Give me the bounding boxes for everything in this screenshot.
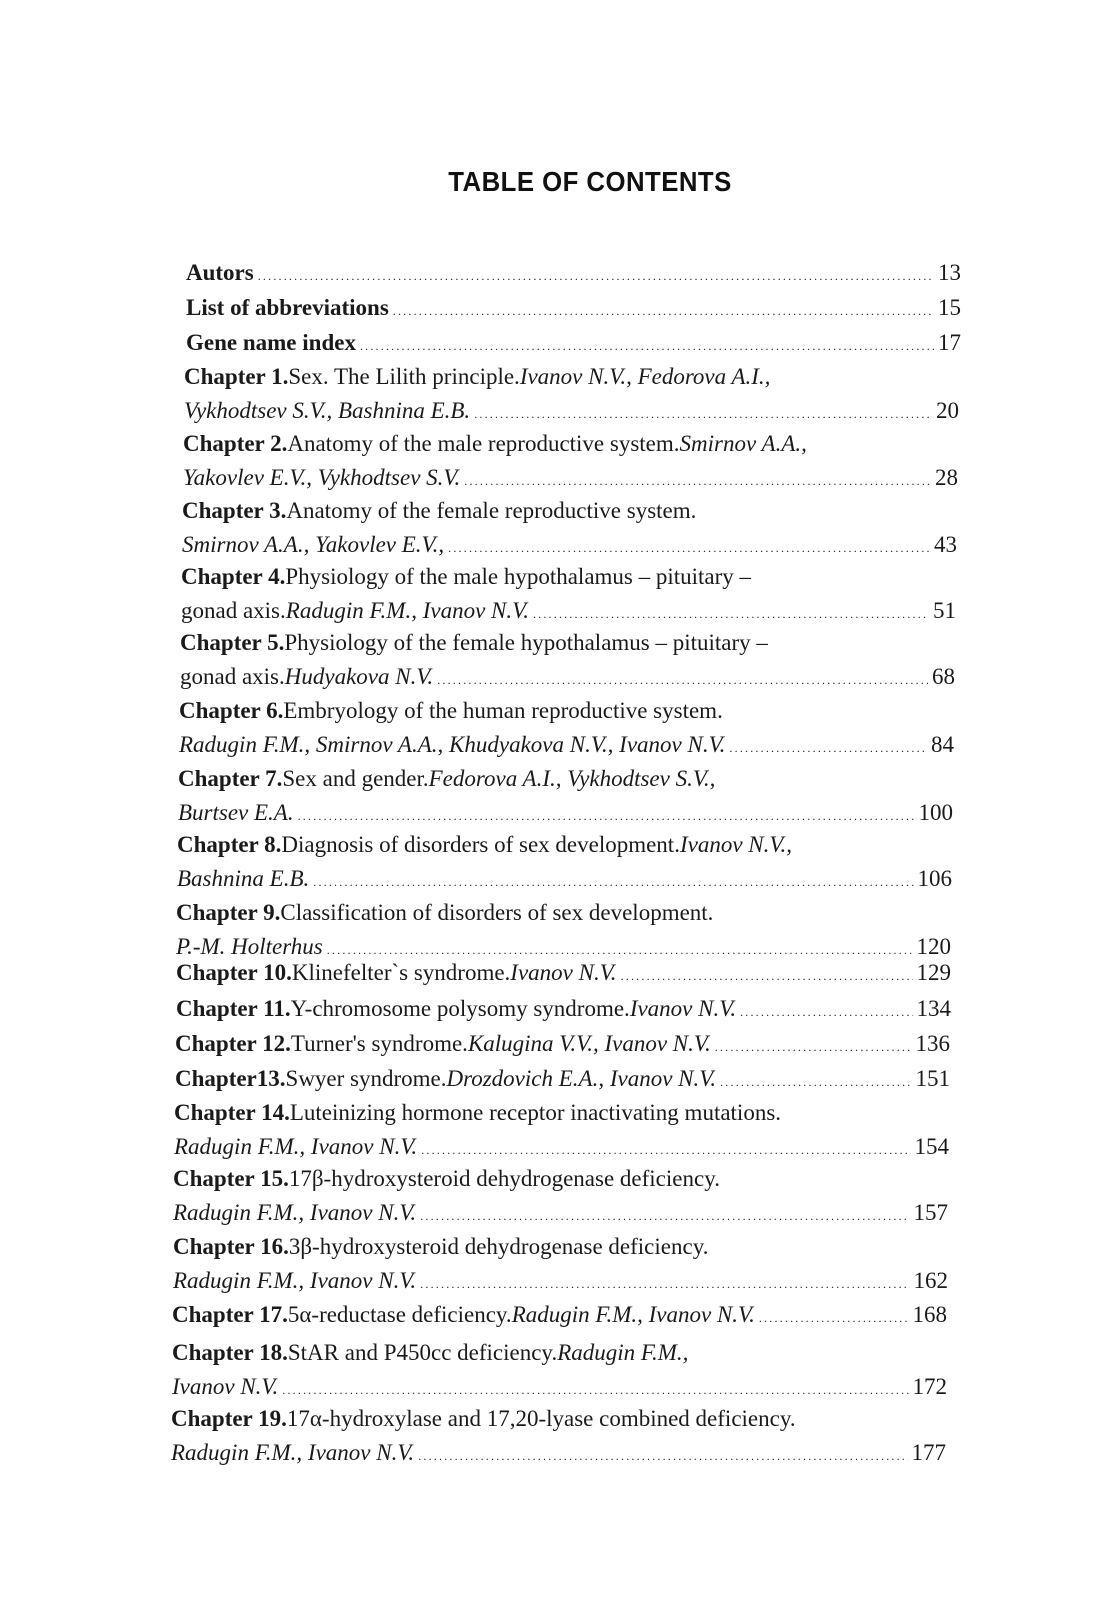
- chapter-number: Chapter 11.: [176, 996, 291, 1021]
- page-number: 28: [935, 465, 958, 490]
- dot-leader: [740, 992, 912, 1029]
- page-number: 15: [938, 295, 961, 320]
- dot-leader: [474, 394, 932, 431]
- chapter-title: 3β-hydroxysteroid dehydrogenase deficiency.: [288, 1234, 709, 1259]
- chapter-number: Chapter 15.: [173, 1166, 289, 1191]
- page-number: 157: [913, 1200, 948, 1225]
- chapter-title: 17α-hydroxylase and 17,20-lyase combined deficiency.: [286, 1406, 796, 1431]
- page-number: 151: [915, 1066, 950, 1091]
- page-number: 120: [916, 934, 951, 959]
- chapter-authors: Ivanov N.V.: [629, 996, 737, 1021]
- dot-leader: [715, 1027, 912, 1064]
- chapter-authors: Ivanov N.V.: [510, 960, 617, 985]
- page-number: 106: [917, 866, 952, 891]
- toc-entry[interactable]: [175, 1027, 950, 1064]
- chapter-authors: Hudyakova N.V.: [284, 664, 434, 689]
- dot-leader: [621, 956, 913, 993]
- chapter-title: Anatomy of the female reproductive system.: [286, 498, 697, 523]
- dot-leader: [313, 862, 913, 899]
- toc-entry[interactable]: [176, 956, 951, 993]
- chapter-authors: Drozdovich E.A., Ivanov N.V.: [446, 1066, 717, 1091]
- toc-entry[interactable]: [177, 828, 952, 899]
- chapter-number: Chapter 7.: [178, 766, 283, 791]
- page-number: 68: [932, 664, 955, 689]
- page-number: 17: [938, 330, 961, 355]
- page-number: 177: [911, 1440, 946, 1465]
- chapter-authors: Radugin F.M.,: [557, 1340, 689, 1365]
- dot-leader: [418, 1436, 907, 1473]
- chapter-authors: Burtsev E.A.: [178, 800, 294, 825]
- dot-leader: [258, 256, 934, 293]
- toc-entry[interactable]: [172, 1298, 947, 1335]
- toc-entry[interactable]: [172, 1336, 947, 1407]
- chapter-number: Chapter 14.: [174, 1100, 290, 1125]
- toc-entry[interactable]: [180, 626, 955, 697]
- chapter-authors: Radugin F.M., Ivanov N.V.: [511, 1302, 755, 1327]
- chapter-authors: Radugin F.M., Ivanov N.V.: [285, 598, 529, 623]
- page-number: 168: [912, 1302, 947, 1327]
- chapter-authors: Yakovlev E.V., Vykhodtsev S.V.: [183, 465, 461, 490]
- chapter-authors: Radugin F.M., Ivanov N.V.: [171, 1440, 415, 1465]
- chapter-title: Klinefelter`s syndrome.: [291, 960, 511, 985]
- dot-leader: [464, 461, 931, 498]
- chapter-title: StAR and P450cc deficiency.: [287, 1340, 558, 1365]
- chapter-number: Chapter 17.: [172, 1302, 288, 1327]
- dot-leader: [420, 1196, 909, 1233]
- dot-leader: [360, 326, 934, 363]
- toc-entry[interactable]: [186, 256, 961, 293]
- chapter-title: Physiology of the male hypothalamus – pituitary –: [285, 564, 752, 589]
- page-number: 172: [912, 1374, 947, 1399]
- toc-entry[interactable]: [175, 1062, 950, 1099]
- page-number: 20: [936, 398, 959, 423]
- chapter-number: Chapter 3.: [182, 498, 287, 523]
- chapter-title: Sex. The Lilith principle.: [288, 364, 520, 389]
- chapter-authors: Radugin F.M., Ivanov N.V.: [174, 1134, 418, 1159]
- chapter-title: Sex and gender.: [282, 766, 429, 791]
- dot-leader: [720, 1062, 911, 1099]
- chapter-title-cont: gonad axis.: [181, 598, 286, 623]
- chapter-authors: P.-M. Holterhus: [176, 934, 323, 959]
- chapter-title: 5α-reductase deficiency.: [287, 1302, 512, 1327]
- chapter-number: Chapter 12.: [175, 1031, 291, 1056]
- toc-entry[interactable]: [186, 326, 961, 363]
- chapter-number: Chapter 5.: [180, 630, 285, 655]
- chapter-number: Chapter 6.: [179, 698, 284, 723]
- page-title: TABLE OF CONTENTS: [448, 166, 732, 197]
- chapter-title: 17β-hydroxysteroid dehydrogenase deficiency.: [288, 1166, 720, 1191]
- page-number: 162: [913, 1268, 948, 1293]
- chapter-authors: Ivanov N.V.: [172, 1374, 279, 1399]
- chapter-number: Chapter 9.: [176, 900, 281, 925]
- chapter-authors: Fedorova A.I., Vykhodtsev S.V.,: [428, 766, 716, 791]
- chapter-title: Y-chromosome polysomy syndrome.: [290, 996, 630, 1021]
- chapter-number: Chapter 4.: [181, 564, 286, 589]
- toc-entry[interactable]: [184, 360, 959, 431]
- chapter-title: Physiology of the female hypothalamus – pituitary –: [284, 630, 768, 655]
- toc-entry-label: Autors: [186, 260, 254, 285]
- chapter-authors: Ivanov N.V., Fedorova A.I.,: [519, 364, 771, 389]
- chapter-title: Luteinizing hormone receptor inactivating mutations.: [289, 1100, 782, 1125]
- page-number: 136: [915, 1031, 950, 1056]
- chapter-number: Chapter13.: [175, 1066, 286, 1091]
- page-number: 43: [934, 532, 957, 557]
- chapter-authors: Vykhodtsev S.V., Bashnina E.B.: [184, 398, 471, 423]
- toc-entry[interactable]: [173, 1162, 948, 1233]
- chapter-number: Chapter 18.: [172, 1340, 288, 1365]
- toc-entry[interactable]: [186, 291, 961, 328]
- chapter-authors: Radugin F.M., Ivanov N.V.: [173, 1268, 417, 1293]
- chapter-authors: Bashnina E.B.: [177, 866, 310, 891]
- chapter-number: Chapter 2.: [183, 431, 288, 456]
- chapter-number: Chapter 1.: [184, 364, 289, 389]
- page-number: 129: [916, 960, 951, 985]
- dot-leader: [420, 1264, 909, 1301]
- chapter-title-cont: gonad axis.: [180, 664, 285, 689]
- page-number: 84: [931, 732, 954, 757]
- chapter-authors: Radugin F.M., Ivanov N.V.: [173, 1200, 417, 1225]
- toc-entry-label: Gene name index: [186, 330, 356, 355]
- chapter-title: Swyer syndrome.: [285, 1066, 447, 1091]
- toc-entry[interactable]: [179, 694, 954, 765]
- chapter-authors: Smirnov A.A.,: [679, 431, 807, 456]
- chapter-number: Chapter 8.: [177, 832, 282, 857]
- chapter-authors: Kalugina V.V., Ivanov N.V.: [467, 1031, 711, 1056]
- chapter-title: Embryology of the human reproductive system.: [283, 698, 723, 723]
- toc-entry[interactable]: [174, 1096, 949, 1167]
- toc-entry[interactable]: [176, 992, 951, 1029]
- chapter-title: Classification of disorders of sex development.: [280, 900, 714, 925]
- toc-entry[interactable]: [183, 427, 958, 498]
- page-number: 134: [916, 996, 951, 1021]
- dot-leader: [393, 291, 934, 328]
- chapter-authors: Radugin F.M., Smirnov A.A., Khudyakova N.V., Ivanov N.V.: [179, 732, 726, 757]
- dot-leader: [437, 660, 928, 697]
- toc-entry[interactable]: [171, 1402, 946, 1473]
- chapter-authors: Smirnov A.A., Yakovlev E.V.,: [182, 532, 445, 557]
- page-number: 13: [938, 260, 961, 285]
- chapter-number: Chapter 16.: [173, 1234, 289, 1259]
- chapter-number: Chapter 19.: [171, 1406, 287, 1431]
- page-number: 154: [914, 1134, 949, 1159]
- dot-leader: [759, 1298, 909, 1335]
- chapter-title: Diagnosis of disorders of sex development.: [281, 832, 680, 857]
- toc-entry[interactable]: [181, 560, 956, 631]
- dot-leader: [729, 728, 927, 765]
- page-number: 51: [933, 598, 956, 623]
- chapter-authors: Ivanov N.V.,: [679, 832, 792, 857]
- chapter-title: Turner's syndrome.: [290, 1031, 468, 1056]
- toc-entry[interactable]: [173, 1230, 948, 1301]
- chapter-number: Chapter 10.: [176, 960, 292, 985]
- toc-entry[interactable]: [178, 762, 953, 833]
- page-number: 100: [918, 800, 953, 825]
- toc-entry-label: List of abbreviations: [186, 295, 389, 320]
- toc-entry[interactable]: [182, 494, 957, 565]
- chapter-title: Anatomy of the male reproductive system.: [287, 431, 680, 456]
